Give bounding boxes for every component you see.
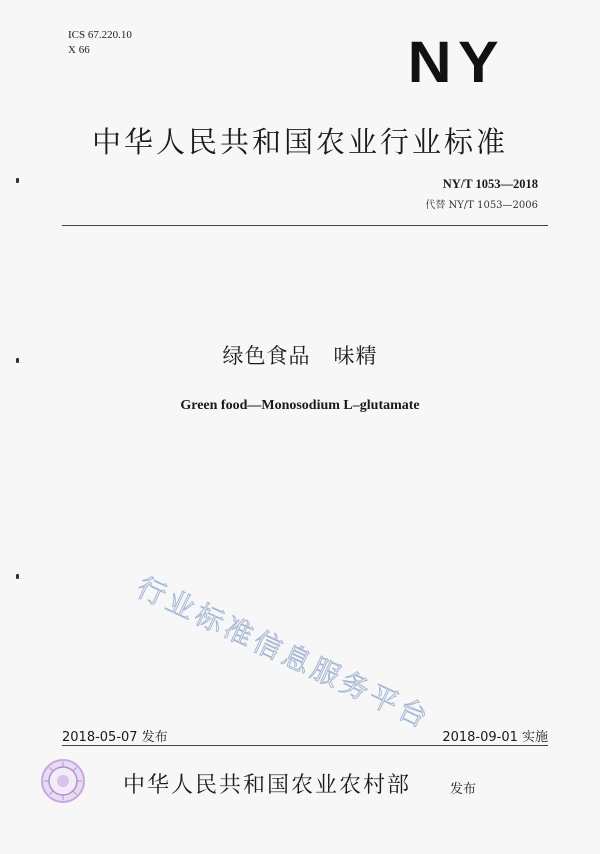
watermark-text: 行业标准信息服务平台 <box>131 570 436 736</box>
publisher-name: 中华人民共和国农业农村部 <box>123 773 412 798</box>
document-title-cn: 绿色食品 味精 <box>222 344 378 368</box>
binding-mark <box>16 178 19 183</box>
standard-category-title: 中华人民共和国农业行业标准 <box>91 125 508 159</box>
ministry-seal-icon <box>40 758 86 804</box>
ics-code: ICS 67.220.10 <box>68 29 132 41</box>
ny-logo: NY <box>407 30 505 95</box>
publish-label: 发布 <box>450 782 477 797</box>
header-divider <box>62 225 548 226</box>
binding-mark <box>16 574 19 579</box>
issue-date: 2018-05-07 发布 <box>62 730 168 745</box>
document-title-en: Green food—Monosodium L–glutamate <box>180 398 420 413</box>
footer-divider <box>62 745 548 746</box>
replaces-standard: 代替 NY/T 1053—2006 <box>425 200 538 211</box>
ccs-code: X 66 <box>68 44 90 56</box>
standard-number: NY/T 1053—2018 <box>442 177 538 191</box>
implementation-date: 2018-09-01 实施 <box>442 730 548 745</box>
